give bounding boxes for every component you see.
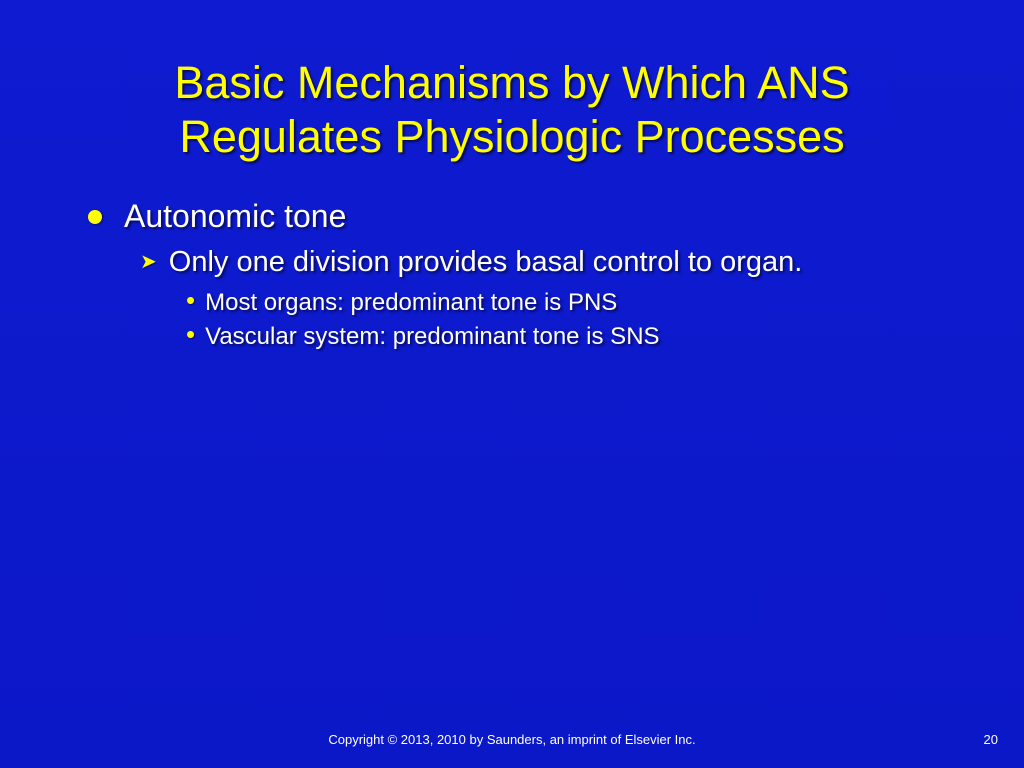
slide-title	[40, 56, 984, 164]
bullet-item-level-2	[140, 244, 802, 283]
copyright-footer: Copyright © 2013, 2010 by Saunders, an imprint of Elsevier Inc.	[328, 732, 696, 747]
bullet-item-level-3	[186, 320, 660, 352]
dot-bullet-icon: •	[186, 285, 196, 315]
title-line-2: Regulates Physiologic Processes	[179, 111, 845, 162]
bullet-text: Most organs: predominant tone is PNS	[205, 289, 618, 316]
bullet-text: Vascular system: predominant tone is SNS	[205, 323, 660, 350]
title-line-1: Basic Mechanisms by Which ANS	[174, 57, 850, 108]
arrowhead-bullet-icon: ➤	[140, 251, 157, 273]
bullet-text: Only one division provides basal control to organ.	[168, 246, 803, 278]
bullet-text: Autonomic tone	[124, 198, 347, 234]
bullet-item-level-3	[186, 286, 617, 318]
bullet-item-level-1	[88, 196, 346, 236]
page-number: 20	[983, 732, 998, 747]
filled-circle-bullet-icon	[88, 210, 102, 224]
dot-bullet-icon: •	[186, 319, 196, 349]
